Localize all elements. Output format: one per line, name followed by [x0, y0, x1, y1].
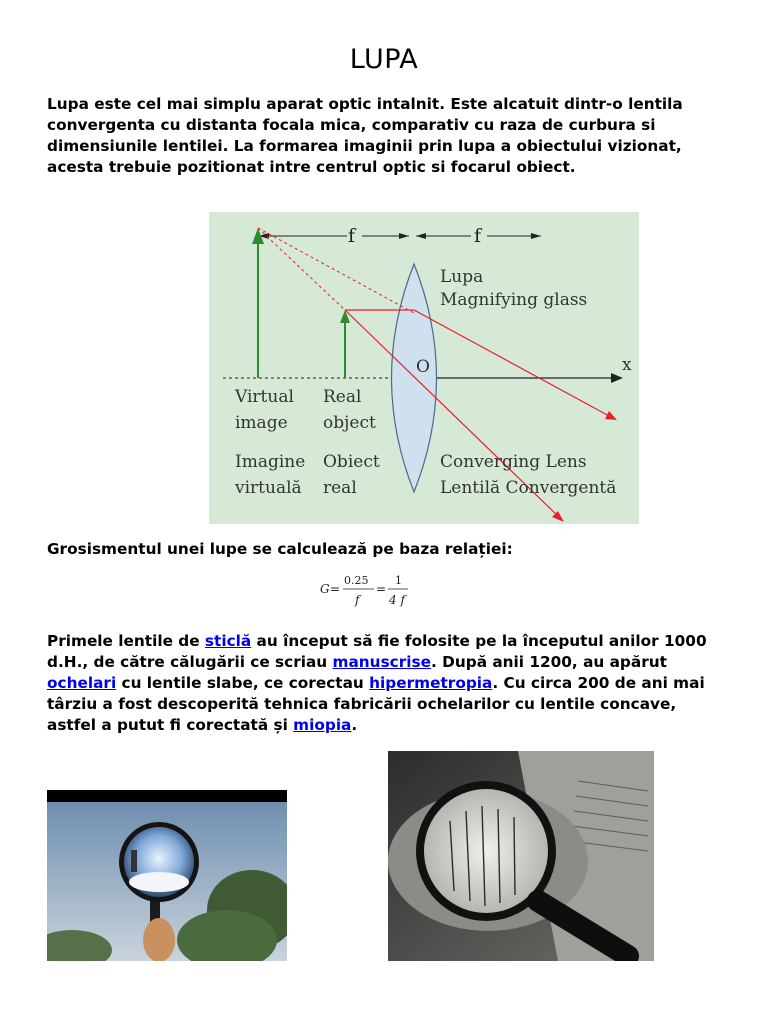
- lens-type-en: Converging Lens: [440, 452, 587, 472]
- ray-dashed-top: [258, 228, 414, 313]
- link-manuscrise[interactable]: manuscrise: [332, 653, 432, 671]
- real-object-label-2: object: [323, 413, 376, 433]
- ray-dashed-mid: [258, 228, 345, 310]
- lens-diagram: [209, 212, 639, 524]
- f-right-label: f: [474, 225, 482, 247]
- intro-paragraph: Lupa este cel mai simplu aparat optic intalnit. Este alcatuit dintr-o lentila convergenta cu distanta focala mica, comparativ cu raza de curbura si dimensiunile lentilei. La formarea imaginii prin lupa a obiectului vizionat, acesta trebuie pozitionat intre centrul optic si focarul obiect.: [47, 95, 683, 176]
- axis-label: x: [622, 355, 632, 375]
- formula-num1: 0.25: [344, 574, 369, 587]
- history-text-3: . După anii 1200, au apărut: [431, 653, 667, 671]
- page-title: LUPA: [349, 44, 419, 75]
- link-hipermetropia[interactable]: hipermetropia: [369, 674, 493, 692]
- link-ochelari[interactable]: ochelari: [47, 674, 117, 692]
- lens-name-ro: Lupa: [440, 267, 484, 287]
- history-text-1: Primele lentile de: [47, 632, 205, 650]
- obiect-label-2: real: [323, 478, 357, 498]
- converging-lens: [392, 264, 437, 492]
- formula-eq2: =: [376, 582, 387, 596]
- center-label: O: [416, 357, 430, 377]
- formula-num2: 1: [395, 574, 402, 587]
- f-left-label: f: [348, 225, 356, 247]
- relation-intro: Grosismentul unei lupe se calculează pe baza relației:: [47, 540, 513, 558]
- lens-type-ro: Lentilă Convergentă: [440, 478, 617, 498]
- history-text-4: cu lentile slabe, ce corectau: [116, 674, 370, 692]
- formula-G: G: [320, 582, 330, 596]
- imagine-label-1: Imagine: [235, 452, 306, 472]
- obiect-label-1: Obiect: [323, 452, 380, 472]
- magnifier-sky-photo: [47, 790, 287, 961]
- real-object-label-1: Real: [323, 387, 362, 407]
- virtual-image-label-2: image: [235, 413, 288, 433]
- magnification-formula: [318, 571, 418, 611]
- lens-name-en: Magnifying glass: [440, 290, 588, 310]
- formula-den2: 4 f: [389, 593, 405, 607]
- imagine-label-2: virtuală: [235, 478, 302, 498]
- formula-den1: f: [355, 593, 360, 607]
- ray-refracted: [414, 310, 611, 417]
- formula-eq1: =: [330, 582, 341, 596]
- virtual-image-label-1: Virtual: [235, 387, 294, 407]
- link-sticla[interactable]: sticlă: [204, 632, 252, 650]
- hand: [143, 918, 175, 961]
- magnifier-book-photo: [388, 751, 654, 961]
- history-text-2: au început să fie folosite pe la începutul anilor 1000 d.H., de către călugării ce scriau: [47, 632, 707, 671]
- history-paragraph: [47, 631, 727, 736]
- link-miopia[interactable]: miopia: [293, 716, 352, 734]
- history-text-5: . Cu circa 200 de ani mai târziu a fost descoperită tehnica fabricării ochelarilor cu lentile concave, astfel a putut fi corectată și: [47, 674, 705, 734]
- history-text-6: .: [351, 716, 358, 734]
